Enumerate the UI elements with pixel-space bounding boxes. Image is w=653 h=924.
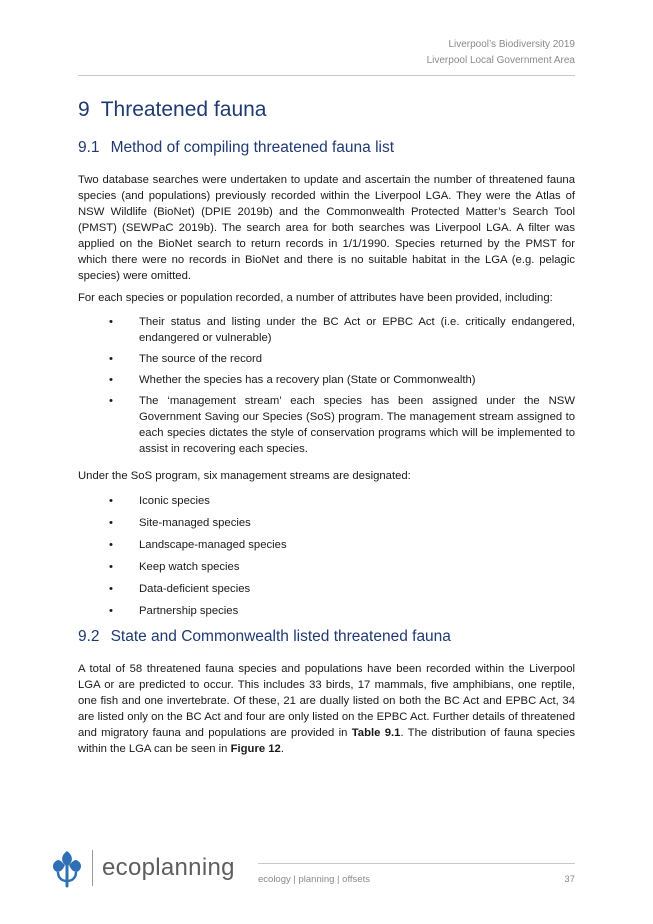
- list-item: • Iconic species: [109, 495, 210, 507]
- chapter-heading: [78, 98, 266, 122]
- section-heading: [78, 628, 575, 646]
- paragraph: A total of 58 threatened fauna species and populations have been recorded within the Liverpool LGA or are predicted to occur. This includes 33 birds, 17 mammals, five amphibians, one reptile, one fish and one invertebrate. Of these, 21 are dually listed on both the BC Act and EPBC Act, 34 are listed only on the BC Act and four are only listed on the EPBC Act. Further details of threatened and migratory fauna and populations are provided in Table 9.1. The distribution of fauna species within the LGA can be seen in Figure 12.: [78, 663, 575, 755]
- attributes-list: [78, 314, 575, 457]
- bullet: •: [109, 353, 113, 365]
- list-item: • The ‘management stream’ each species has been assigned under the NSW Government Saving our Species (SoS) program. The management stream assigned to each species dictates the style of conservation programs which will be implemented to assist in recovering each species.: [109, 395, 575, 455]
- bullet: •: [109, 517, 113, 529]
- section-9-2: [78, 628, 575, 646]
- bullet: •: [109, 395, 113, 407]
- bullet: •: [109, 374, 113, 386]
- section-number: 9.1: [78, 139, 100, 156]
- list-item: • Their status and listing under the BC Act or EPBC Act (i.e. critically endangered, endangered or vulnerable): [109, 316, 575, 344]
- section-title: Method of compiling threatened fauna list: [110, 139, 395, 156]
- list-item: • Landscape-managed species: [109, 539, 287, 551]
- bullet: •: [109, 316, 113, 328]
- bullet: •: [109, 539, 113, 551]
- paragraph: Under the SoS program, six management streams are designated:: [78, 470, 411, 482]
- logo-wordmark: ecoplanning: [102, 854, 235, 881]
- section-heading: [78, 139, 575, 157]
- section-number: 9.2: [78, 628, 100, 645]
- bullet: •: [109, 561, 113, 573]
- attributes-intro: [78, 290, 575, 306]
- page-header: [427, 37, 575, 69]
- bullet: •: [109, 495, 113, 507]
- list-item: • The source of the record: [109, 353, 263, 365]
- section-9-1: [78, 139, 575, 157]
- header-divider: [78, 75, 575, 76]
- footer-divider: [258, 863, 575, 864]
- list-item: • Whether the species has a recovery plan (State or Commonwealth): [109, 374, 476, 386]
- header-title: Liverpool’s Biodiversity 2019: [448, 39, 575, 50]
- bullet: •: [109, 583, 113, 595]
- list-item: • Partnership species: [109, 605, 239, 617]
- bullet: •: [109, 605, 113, 617]
- listed-fauna-paragraph: [78, 661, 575, 757]
- list-item: • Keep watch species: [109, 561, 240, 573]
- streams-intro: [78, 468, 575, 484]
- streams-list: [78, 493, 575, 619]
- list-item: • Site-managed species: [109, 517, 251, 529]
- page-number: 37: [564, 874, 575, 885]
- ecoplanning-logo: [48, 848, 235, 888]
- logo-divider: [92, 850, 93, 886]
- paragraph: For each species or population recorded, a number of attributes have been provided, including:: [78, 292, 553, 304]
- chapter-title: Threatened fauna: [100, 98, 267, 121]
- chapter-number: 9: [78, 98, 90, 121]
- header-subtitle: Liverpool Local Government Area: [426, 55, 575, 66]
- list-item: • Data-deficient species: [109, 583, 251, 595]
- section-title: State and Commonwealth listed threatened fauna: [110, 628, 451, 645]
- leaf-logo-icon: [48, 848, 86, 888]
- method-paragraph: [78, 172, 575, 284]
- figure-reference[interactable]: Figure 12: [230, 743, 281, 755]
- footer-tagline: ecology | planning | offsets: [258, 874, 370, 885]
- paragraph: Two database searches were undertaken to update and ascertain the number of threatened fauna species (and populations) previously recorded within the Liverpool LGA. They were the Atlas of NSW Wildlife (BioNet) (DPIE 2019b) and the Commonwealth Protected Matter’s Search Tool (PMST) (SEWPaC 2019b). The search area for both searches was Liverpool LGA. A filter was applied on the BioNet search to return records in 1/1/1990. Species returned by the PMST for which there were no records in BioNet and there is no suitable habitat in the LGA (e.g. pelagic species) were omitted.: [78, 174, 575, 282]
- table-reference[interactable]: Table 9.1: [351, 727, 401, 739]
